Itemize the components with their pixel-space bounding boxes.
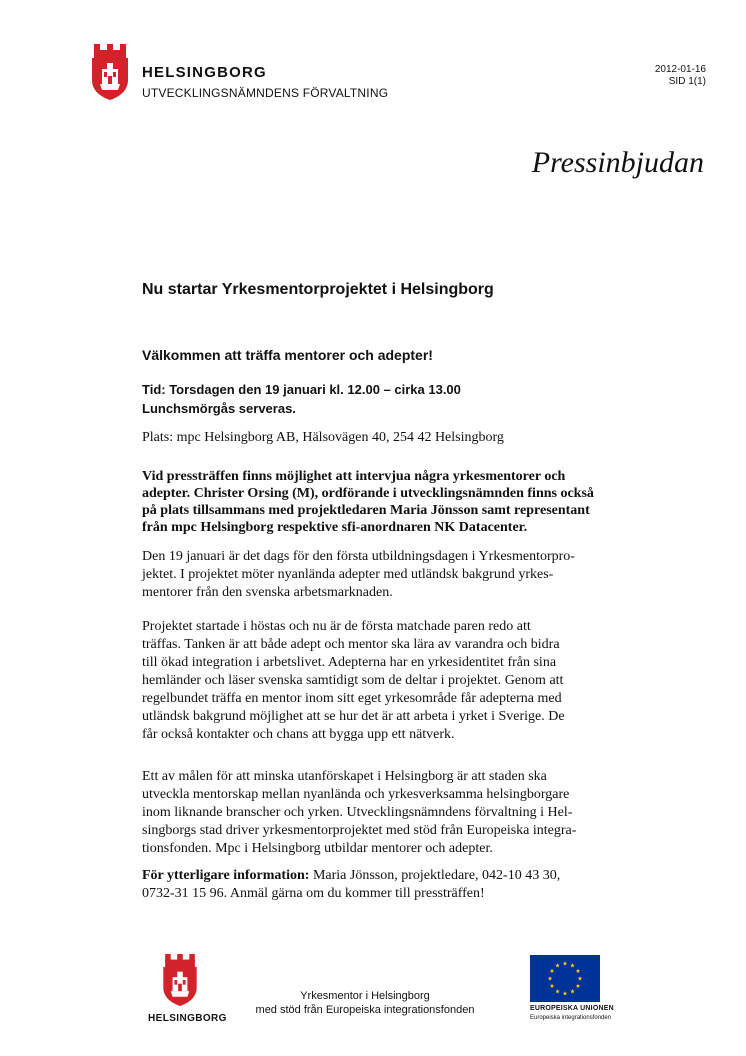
paragraph-1: [142, 548, 602, 602]
footer-line-2: med stöd från Europeiska integrationsfonden: [255, 1004, 475, 1016]
text-line: inom liknande branscher och yrken. Utvecklingsnämndens förvaltning i Hel-: [142, 805, 573, 820]
eu-fund-name: Europeiska integrationsfonden: [530, 1015, 612, 1021]
text-line: 0732-31 15 96. Anmäl gärna om du kommer till pressträffen!: [142, 886, 485, 901]
text-line: får också kontakter och chans att bygga upp ett nätverk.: [142, 727, 455, 742]
event-place: Plats: mpc Helsingborg AB, Hälsovägen 40, 254 42 Helsingborg: [142, 430, 504, 445]
text-line: adepter. Christer Orsing (M), ordförande i utvecklingsnämnden finns också: [142, 486, 594, 501]
headline: Nu startar Yrkesmentorprojektet i Helsingborg: [142, 281, 494, 298]
contact-paragraph: [142, 867, 602, 903]
org-name: HELSINGBORG: [142, 64, 267, 81]
text-line: hemländer och läser svenska samtidigt som de deltar i projektet. Genom att: [142, 673, 564, 688]
text-line: träffas. Tanken är att både adept och mentor ska lära av varandra och bidra: [142, 637, 560, 652]
eu-flag-icon: [530, 955, 600, 1002]
text-line: [142, 867, 602, 885]
helsingborg-crest-logo: [92, 44, 128, 100]
department-name: UTVECKLINGSNÄMNDENS FÖRVALTNING: [142, 86, 389, 100]
contact-label: För ytterligare information:: [142, 868, 310, 883]
text-line: utländsk bakgrund möjlighet att se hur det är att arbeta i yrket i Sverige. De: [142, 709, 565, 724]
text-line: Den 19 januari är det dags för den första utbildningsdagen i Yrkesmentorpro-: [142, 549, 575, 564]
paragraph-3: [142, 768, 602, 858]
paragraph-2: [142, 618, 602, 744]
text-line: från mpc Helsingborg respektive sfi-anordnaren NK Datacenter.: [142, 520, 528, 535]
event-time-block: [142, 380, 461, 418]
page-number: SID 1(1): [668, 76, 706, 87]
footer-text: [230, 989, 500, 1017]
lunch-note: Lunchsmörgås serveras.: [142, 401, 296, 416]
footer-org-name: HELSINGBORG: [148, 1013, 227, 1024]
footer-line-1: Yrkesmentor i Helsingborg: [300, 990, 430, 1002]
text-line: singborgs stad driver yrkesmentorprojektet med stöd från Europeiska integra-: [142, 823, 577, 838]
intro-paragraph: [142, 468, 602, 536]
text-line: på plats tillsammans med projektledaren Maria Jönsson samt representant: [142, 503, 590, 518]
eu-name: EUROPEISKA UNIONEN: [530, 1005, 614, 1012]
text-line: Vid pressträffen finns möjlighet att intervjua några yrkesmentorer och: [142, 469, 566, 484]
helsingborg-crest-logo: [163, 954, 197, 1006]
text-line: mentorer från den svenska arbetsmarknaden.: [142, 585, 393, 600]
subheadline: Välkommen att träffa mentorer och adepter!: [142, 347, 433, 363]
event-time: Tid: Torsdagen den 19 januari kl. 12.00 – cirka 13.00: [142, 382, 461, 397]
text-line: Projektet startade i höstas och nu är de första matchade paren redo att: [142, 619, 531, 634]
document-meta: [655, 64, 706, 88]
footer-logo: [148, 954, 227, 1024]
text-line: Ett av målen för att minska utanförskapet i Helsingborg är att staden ska: [142, 769, 547, 784]
document-date: 2012-01-16: [654, 64, 706, 75]
contact-details: Maria Jönsson, projektledare, 042-10 43 30,: [309, 868, 561, 883]
text-line: till ökad integration i arbetslivet. Adepterna har en yrkesidentitet från sina: [142, 655, 557, 670]
text-line: regelbundet träffa en mentor inom sitt eget yrkesområde får adepterna med: [142, 691, 562, 706]
text-line: tionsfonden. Mpc i Helsingborg utbildar mentorer och adepter.: [142, 841, 493, 856]
text-line: jektet. I projektet möter nyanlända adepter med utländsk bakgrund yrkes-: [142, 567, 554, 582]
document-type: Pressinbjudan: [531, 146, 704, 179]
text-line: utveckla mentorskap mellan nyanlända och yrkesverksamma helsingborgare: [142, 787, 570, 802]
